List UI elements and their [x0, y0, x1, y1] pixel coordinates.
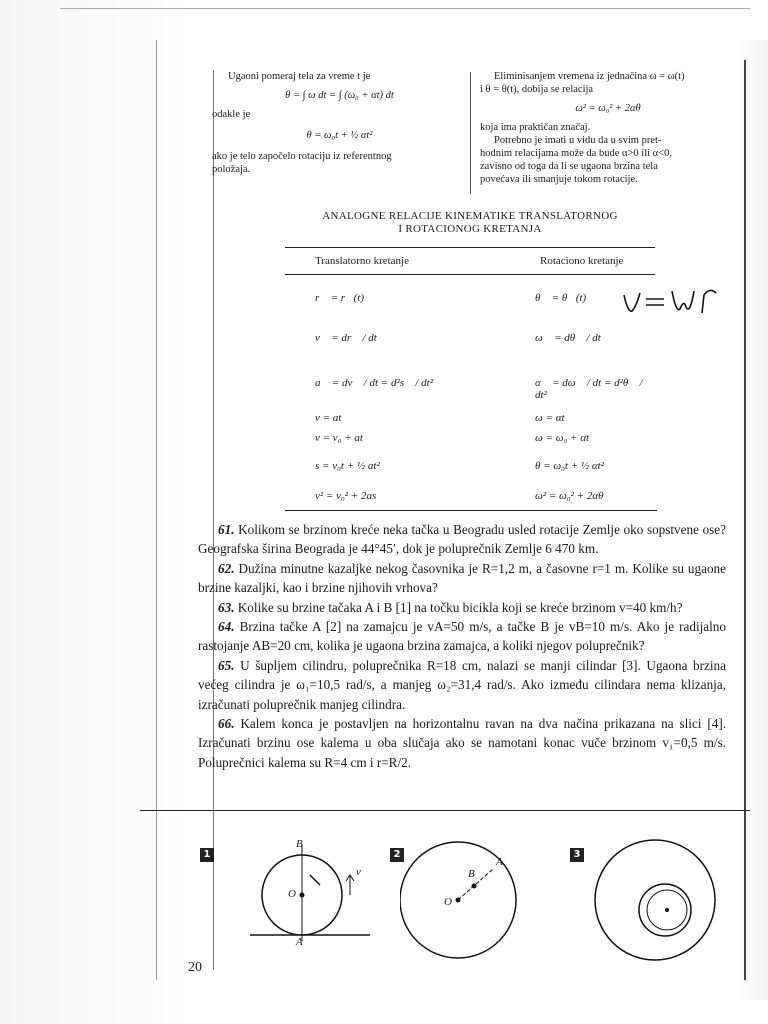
left-line: Ugaoni pomeraj tela za vreme t je: [228, 71, 371, 82]
table-bottom-rule: [285, 510, 657, 511]
fig2-point-a: A: [496, 856, 503, 868]
problem-66: [198, 714, 726, 772]
cell-rotational: θ⃗ = θ⃗(t): [535, 292, 587, 304]
problem-text: Dužina minutne kazaljke nekog časovnika je R=1,2 m, a časovne r=1 m. Kolike su ugaone brzine kazaljki, kao i brzine njihovih vrhova?: [198, 560, 726, 596]
right-line: povećava ili smanjuje tokom rotacije.: [480, 174, 638, 185]
handwriting-icon: [620, 285, 720, 321]
left-line: položaja.: [212, 164, 251, 175]
figure-2-flywheel: [400, 840, 540, 970]
scan-shadow-left: [0, 0, 190, 1024]
table-header: [285, 247, 655, 275]
problem-text: U šupljem cilindru, poluprečnika R=18 cm, nalazi se manji cilindar [3]. Ugaona brzina većeg cilindra je ω₁=10,5 rad/s, a manjeg ω₂=31,4 rad/s. Ako između cilindara nema klizanja, izračunati poluprečnik manjeg cilindra.: [198, 657, 726, 712]
left-line: ako je telo započelo rotaciju iz referentnog: [212, 151, 392, 162]
cell-translational: v = v₀ + at: [315, 432, 363, 444]
right-line: koja ima praktičan značaj.: [480, 122, 591, 133]
right-line: i θ = θ(t), dobija se relacija: [480, 84, 594, 95]
cell-translational: v⃗ = dr⃗ / dt: [315, 332, 377, 344]
figures-separator: [140, 810, 750, 811]
left-line: odakle je: [212, 109, 251, 120]
formula: ω² = ω₀² + 2αθ: [575, 103, 641, 114]
cell-translational: v² = v₀² + 2as: [315, 490, 377, 502]
formula: θ = ω₀t + ½ αt²: [306, 130, 373, 141]
problem-number: 64.: [218, 619, 235, 635]
problem-63: [198, 598, 726, 617]
table-title: [240, 210, 700, 236]
fig1-velocity: v⃗: [356, 866, 370, 878]
cell-rotational: ω² = ω₀² + 2αθ: [535, 490, 604, 502]
scan-line: [156, 40, 157, 980]
figure-3-cylinders: [585, 830, 725, 970]
figure-1-label: 1: [200, 848, 214, 862]
right-column: [480, 70, 736, 186]
page-number: 20: [188, 960, 202, 975]
problem-text: Kalem konca je postavljen na horizontalnu ravan na dva načina prikazana na slici [4]. Izračunati brzinu ose kalema u oba slučaja ako se namotani konac vuče brzinom v₁=0,5 m/s. Poluprečnici kalema su R=4 cm i r=R/2.: [198, 716, 727, 770]
fig1-point-b: B: [296, 838, 303, 850]
formula: θ = ∫ ω dt = ∫ (ω₀ + αt) dt: [285, 90, 394, 101]
cell-translational: s = v₀t + ½ at²: [315, 460, 380, 472]
right-line: hodnim relacijama može da bude α>0 ili α<0,: [480, 148, 672, 159]
cell-rotational: ω⃗ = dθ⃗ / dt: [535, 332, 601, 344]
cell-rotational: θ = ω₀t + ½ αt²: [535, 460, 605, 472]
cell-translational: v = at: [315, 412, 342, 424]
scan-line: [60, 8, 750, 9]
column-divider: [470, 72, 471, 194]
left-column: [212, 70, 467, 176]
problem-text: Kolike su brzine tačaka A i B [1] na točku bicikla koji se kreće brzinom v=40 km/h?: [237, 599, 683, 615]
scan-shadow-right: [738, 40, 768, 1000]
problems-section: [198, 520, 726, 772]
figure-1-wheel: [240, 835, 380, 955]
cell-rotational: α⃗ = dω⃗ / dt = d²θ⃗ / dt²: [535, 377, 643, 401]
problem-text: Brzina tačke A [2] na zamajcu je vA=50 m/s, a tačke B je vB=10 m/s. Ako je radijalno rastojanje AB=20 cm, kolika je ugaona brzina zamajca, a koliki njegov poluprečnik?: [198, 619, 726, 654]
cell-rotational: ω = αt: [535, 412, 565, 424]
problem-61: [198, 520, 726, 559]
figure-3-label: 3: [570, 848, 584, 862]
table-title-line: I ROTACIONOG KRETANJA: [398, 223, 542, 235]
problem-text: Kolikom se brzinom kreće neka tačka u Beogradu usled rotacije Zemlje oko sopstvene ose? Geografska širina Beograda je 44°45′, dok je poluprečnik Zemlje 6 470 km.: [198, 522, 727, 557]
problem-number: 61.: [218, 522, 235, 537]
right-line: Potrebno je imati u vidu da u svim pret-: [494, 135, 662, 146]
scan-line: [744, 60, 746, 980]
problem-number: 62.: [218, 560, 235, 576]
right-line: zavisno od toga da li se ugaona brzina tela: [480, 161, 658, 172]
fig1-point-a: A: [296, 936, 303, 948]
cell-translational: r⃗ = r⃗(t): [315, 292, 364, 304]
fig2-point-o: O: [444, 896, 452, 908]
problem-62: [198, 559, 726, 598]
problem-64: [198, 617, 726, 656]
handwritten-note: [620, 285, 720, 326]
fig1-point-o: O: [288, 888, 296, 900]
problem-65: [198, 656, 726, 714]
cell-translational: a⃗ = dv⃗ / dt = d²s⃗ / dt²: [315, 377, 433, 389]
table-title-line: ANALOGNE RELACIJE KINEMATIKE TRANSLATORNOG: [322, 210, 618, 222]
problem-number: 66.: [218, 716, 235, 732]
right-line: Eliminisanjem vremena iz jednačina ω = ω(t): [494, 71, 685, 82]
header-translational: Translatorno kretanje: [315, 255, 409, 267]
problem-number: 63.: [218, 599, 235, 615]
fig2-point-b: B: [468, 868, 475, 880]
problem-number: 65.: [218, 657, 235, 673]
header-rotational: Rotaciono kretanje: [540, 255, 624, 267]
cell-rotational: ω = ω₀ + αt: [535, 432, 590, 444]
figure-2-label: 2: [390, 848, 404, 862]
